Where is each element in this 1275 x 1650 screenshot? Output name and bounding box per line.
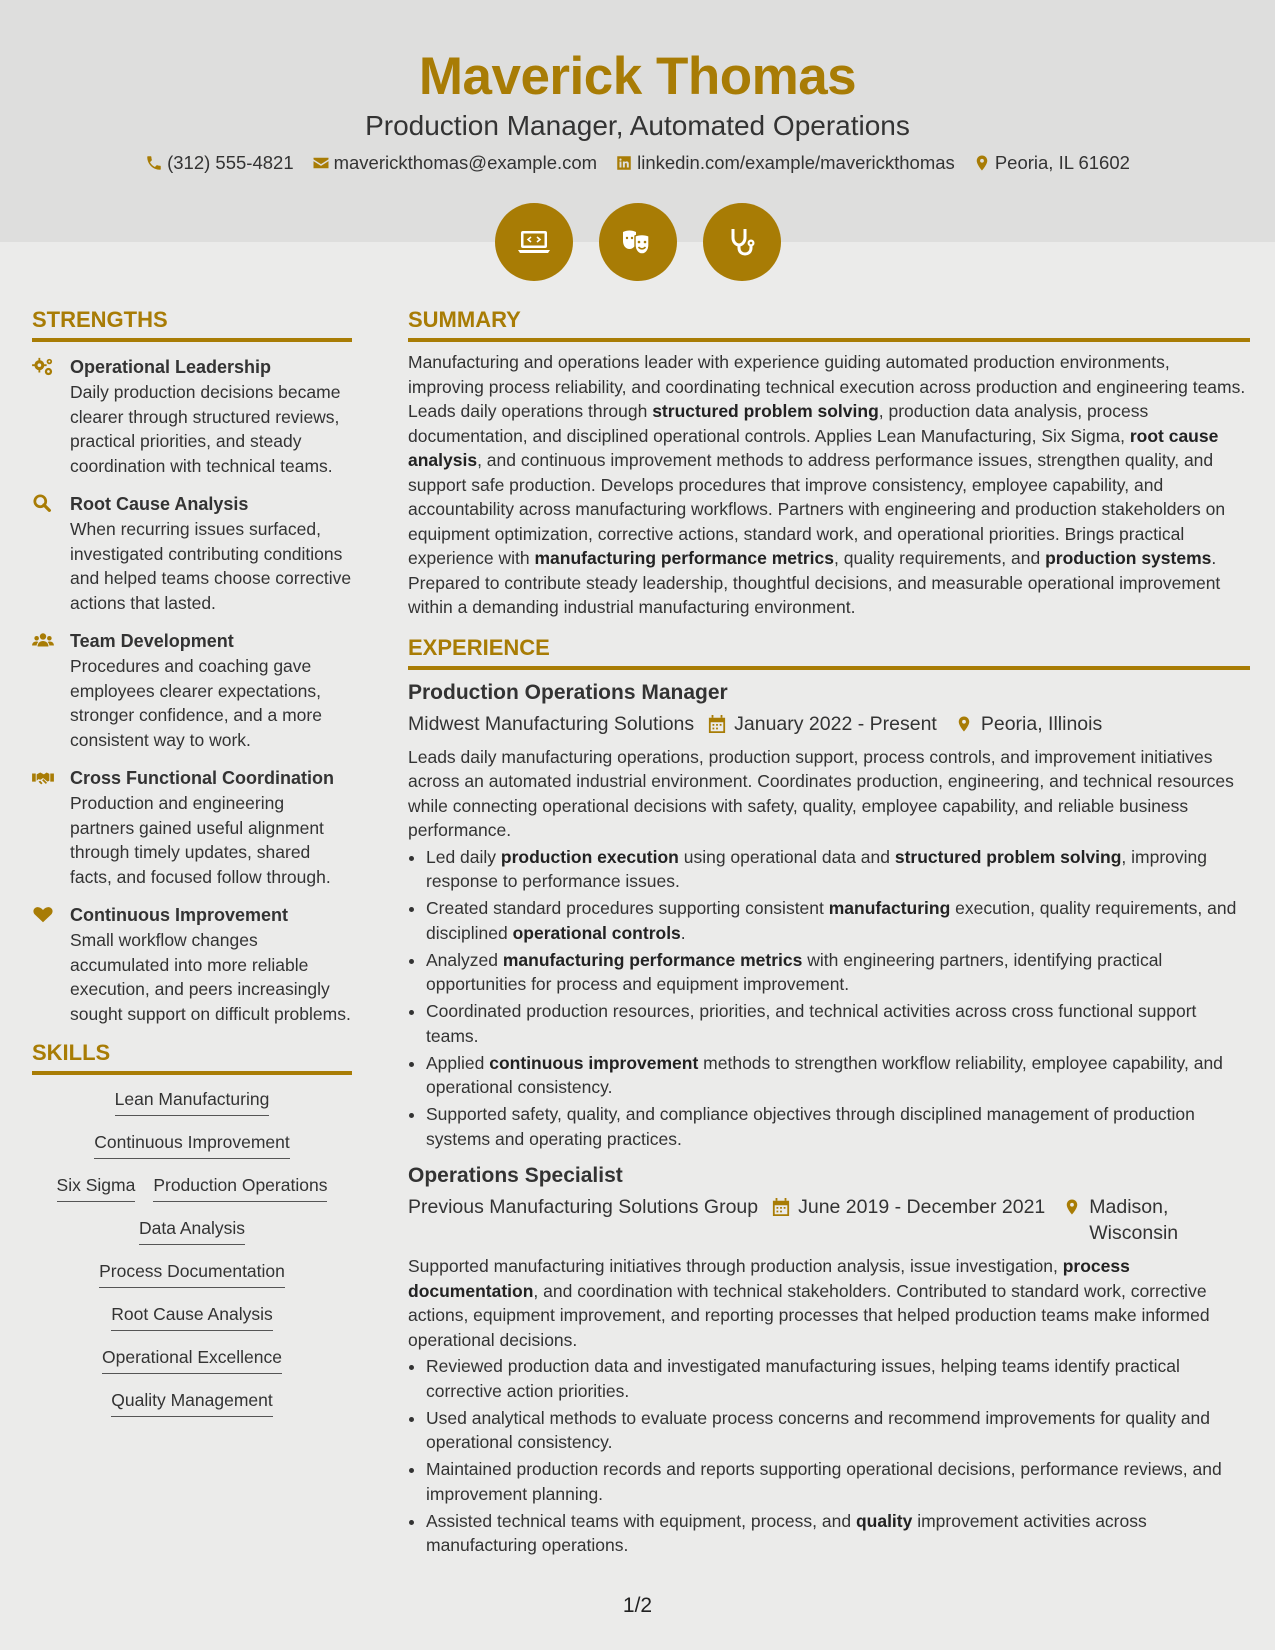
page-number: 1/2 (622, 1594, 653, 1617)
handshake-icon (32, 768, 54, 788)
search-icon (32, 494, 54, 514)
users-icon (32, 631, 54, 651)
bold-keyword: production execution (500, 846, 679, 867)
skill-tag: Continuous Improvement (94, 1130, 290, 1159)
job-entry (408, 678, 1250, 1152)
job-meta (408, 711, 1250, 737)
bold-keyword: structured problem solving (894, 846, 1122, 867)
bullet-item: • Reviewed production data and investigated manufacturing issues, helping teams identify practical corrective action priorities. (426, 1354, 1250, 1403)
linkedin-icon (615, 154, 633, 172)
job-company: Midwest Manufacturing Solutions (408, 712, 695, 735)
job-meta (408, 1194, 1250, 1246)
strength-title: Cross Functional Coordination (70, 768, 334, 788)
bullet-item: • Analyzed manufacturing performance metrics with engineering partners, identifying practical opportunities for process and equipment improvement. (426, 948, 1250, 997)
job-description: Supported manufacturing initiatives through production analysis, issue investigation, process documentation, and coordination with technical stakeholders. Contributed to standard work, corrective actions, equipment improvement, and reporting processes that helped production teams make informed operational decisions. (408, 1256, 1210, 1350)
job-location: Madison, Wisconsin (1089, 1196, 1179, 1244)
contact-email[interactable] (312, 152, 597, 174)
phone-text: (312) 555-4821 (167, 152, 294, 173)
job-description: Leads daily manufacturing operations, production support, process controls, and improvement initiatives across an automated industrial environment. Coordinates production, engineering, and technical resources while connecting operational decisions with safety, quality, employee capability, and reliable business performance. (408, 746, 1234, 840)
strength-title: Operational Leadership (70, 357, 272, 377)
strength-item (32, 628, 352, 752)
job-title: Operations Specialist (408, 1164, 623, 1187)
gears-icon (32, 357, 54, 377)
job-entry (408, 1161, 1250, 1558)
linkedin-text: linkedin.com/example/maverickthomas (637, 152, 955, 173)
laptop-code-icon (495, 203, 573, 281)
bullet-item: • Applied continuous improvement methods to strengthen workflow reliability, employee capability, and operational consistency. (426, 1051, 1250, 1100)
interest-icons (0, 203, 1275, 281)
contact-location (973, 152, 1130, 174)
theater-masks-icon (599, 203, 677, 281)
skill-tag: Six Sigma (57, 1173, 136, 1202)
bullet-item: • Assisted technical teams with equipment, process, and quality improvement activities across manufacturing operations. (426, 1509, 1250, 1558)
skill-tag: Data Analysis (139, 1216, 245, 1245)
strength-item (32, 902, 352, 1026)
bold-keyword: production systems (1045, 548, 1212, 568)
bold-keyword: continuous improvement (489, 1052, 699, 1073)
strength-text: Small workflow changes accumulated into more reliable execution, and peers increasingly sought support on difficult problems. (70, 930, 351, 1024)
job-company: Previous Manufacturing Solutions Group (408, 1196, 759, 1218)
bold-keyword: manufacturing performance metrics (502, 949, 803, 970)
strengths-heading: STRENGTHS (32, 306, 352, 342)
phone-icon (145, 154, 163, 172)
bold-keyword: manufacturing (828, 898, 951, 918)
skill-tag: Lean Manufacturing (115, 1087, 270, 1116)
bullet-item: • Maintained production records and reports supporting operational decisions, performance reviews, and improvement planning. (426, 1457, 1250, 1506)
email-text: maverickthomas@example.com (333, 152, 598, 173)
contact-bar (0, 152, 1275, 174)
strength-title: Continuous Improvement (70, 905, 289, 925)
skill-tag: Quality Management (111, 1388, 272, 1417)
strength-item (32, 491, 352, 615)
bullet-item: • Used analytical methods to evaluate process concerns and recommend improvements for quality and operational consistency. (426, 1406, 1250, 1455)
bullet-item: • Led daily production execution using operational data and structured problem solving, improving response to performance issues. (426, 845, 1250, 894)
right-column (408, 306, 1250, 1560)
bold-keyword: quality (855, 1510, 913, 1531)
heart-icon (32, 905, 54, 925)
map-marker-icon (955, 714, 973, 734)
job-bullets (408, 1354, 1250, 1558)
contact-linkedin[interactable] (615, 152, 955, 174)
skill-tag: Operational Excellence (102, 1345, 282, 1374)
map-marker-icon (1063, 1197, 1081, 1217)
bold-keyword: operational controls (512, 922, 681, 943)
candidate-name: Maverick Thomas (418, 47, 857, 106)
strength-text: Daily production decisions became clearer through structured reviews, practical priorities, and steady coordination with technical teams. (70, 382, 341, 476)
left-column (32, 306, 352, 1417)
strength-text: Procedures and coaching gave employees clearer expectations, stronger confidence, and a more consistent way to work. (70, 656, 322, 750)
strength-text: Production and engineering partners gained useful alignment through timely updates, shared facts, and focused follow through. (70, 793, 331, 887)
calendar-icon (772, 1197, 790, 1217)
job-dates: January 2022 - Present (734, 712, 937, 735)
strength-text: When recurring issues surfaced, investigated contributing conditions and helped teams choose corrective actions that lasted. (70, 519, 352, 613)
strength-title: Root Cause Analysis (70, 494, 249, 514)
skill-tag: Process Documentation (99, 1259, 285, 1288)
strength-item (32, 354, 352, 478)
bullet-item: • Created standard procedures supporting consistent manufacturing execution, quality requirements, and disciplined operational controls. (426, 896, 1250, 945)
job-dates: June 2019 - December 2021 (798, 1196, 1046, 1218)
candidate-title: Production Manager, Automated Operations (365, 110, 910, 141)
summary-text: Manufacturing and operations leader with experience guiding automated production environments, improving process reliability, and coordinating technical execution across production and engineering teams. Leads daily operations through structured problem solving, production data analysis, process documentation, and disciplined operational controls. Applies Lean Manufacturing, Six Sigma, root cause analysis, and continuous improvement methods to address performance issues, strengthen quality, and support safe production. Develops procedures that improve consistency, employee capability, and accountability across manufacturing workflows. Partners with engineering and production stakeholders on equipment optimization, corrective actions, standard work, and operational priorities. Brings practical experience with manufacturing performance metrics, quality requirements, and production systems. Prepared to contribute steady leadership, thoughtful decisions, and measurable operational improvement within a demanding industrial manufacturing environment. (408, 352, 1246, 617)
skills-list (32, 1087, 352, 1417)
job-bullets (408, 845, 1250, 1152)
strengths-list (32, 354, 352, 1026)
experience-heading: EXPERIENCE (408, 634, 1250, 670)
bold-keyword: root cause analysis (408, 425, 1219, 470)
bold-keyword: process documentation (408, 1256, 1130, 1301)
envelope-icon (312, 154, 330, 172)
strength-item (32, 765, 352, 889)
skills-heading: SKILLS (32, 1039, 352, 1075)
job-title: Production Operations Manager (408, 680, 728, 704)
job-location: Peoria, Illinois (980, 712, 1103, 735)
calendar-icon (708, 714, 726, 734)
strength-title: Team Development (70, 631, 234, 651)
bullet-item: • Supported safety, quality, and compliance objectives through disciplined management of production systems and operating practices. (426, 1102, 1250, 1151)
bold-keyword: structured problem solving (652, 401, 879, 421)
bold-keyword: manufacturing performance metrics (534, 548, 834, 568)
location-text: Peoria, IL 61602 (994, 152, 1130, 173)
summary-heading: SUMMARY (408, 306, 1250, 342)
contact-phone[interactable] (145, 152, 294, 174)
skill-tag: Root Cause Analysis (111, 1302, 272, 1331)
stethoscope-icon (703, 203, 781, 281)
skill-tag: Production Operations (153, 1173, 327, 1202)
bullet-item: • Coordinated production resources, priorities, and technical activities across cross functional support teams. (426, 999, 1250, 1048)
map-marker-icon (973, 154, 991, 172)
